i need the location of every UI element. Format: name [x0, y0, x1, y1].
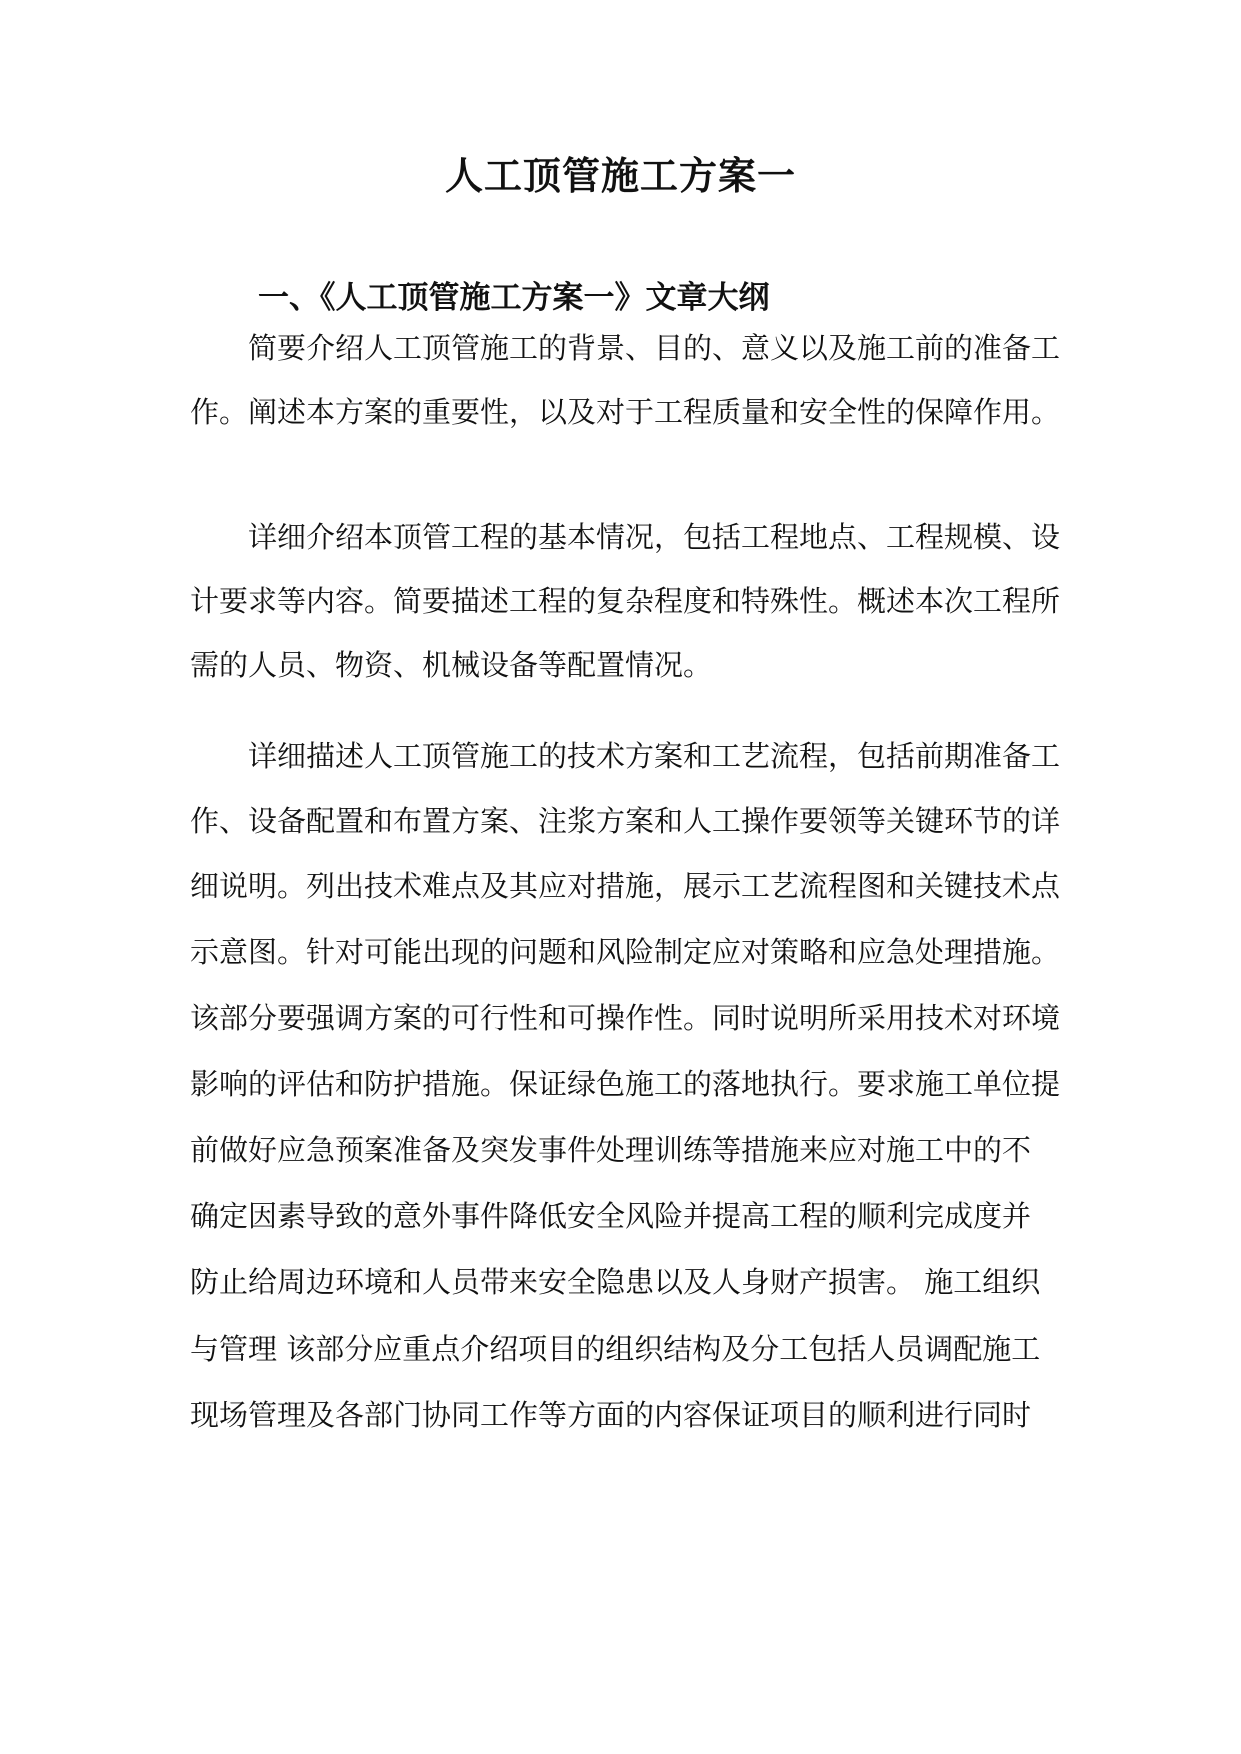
paragraph-line: 细说明。列出技术难点及其应对措施，展示工艺流程图和关键技术点: [190, 869, 1061, 903]
paragraph-line: 该部分要强调方案的可行性和可操作性。同时说明所采用技术对环境: [190, 1001, 1061, 1035]
paragraph-line: 现场管理及各部门协同工作等方面的内容保证项目的顺利进行同时: [190, 1398, 1032, 1432]
paragraph-line: 需的人员、物资、机械设备等配置情况。: [190, 648, 713, 682]
paragraph-line: 作、设备配置和布置方案、注浆方案和人工操作要领等关键环节的详: [190, 804, 1061, 838]
paragraph-line: 确定因素导致的意外事件降低安全风险并提高工程的顺利完成度并: [190, 1199, 1032, 1233]
paragraph-line: 前做好应急预案准备及突发事件处理训练等措施来应对施工中的不: [190, 1133, 1032, 1167]
paragraph-line: 防止给周边环境和人员带来安全隐患以及人身财产损害。 施工组织: [190, 1265, 1041, 1299]
paragraph-line: 简要介绍人工顶管施工的背景、目的、意义以及施工前的准备工: [248, 331, 1061, 365]
paragraph-line: 示意图。针对可能出现的问题和风险制定应对策略和应急处理措施。: [190, 935, 1061, 969]
paragraph-line: 计要求等内容。简要描述工程的复杂程度和特殊性。概述本次工程所: [190, 584, 1061, 618]
section-heading: 一、《人工顶管施工方案一》文章大纲: [258, 280, 770, 316]
paragraph-line: 详细描述人工顶管施工的技术方案和工艺流程，包括前期准备工: [248, 739, 1061, 773]
paragraph-line: 影响的评估和防护措施。保证绿色施工的落地执行。要求施工单位提: [190, 1067, 1061, 1101]
paragraph-line: 详细介绍本顶管工程的基本情况，包括工程地点、工程规模、设: [248, 520, 1061, 554]
document-title: 人工顶管施工方案一: [444, 153, 796, 198]
paragraph-line: 作。阐述本方案的重要性，以及对于工程质量和安全性的保障作用。: [190, 395, 1061, 429]
paragraph-line: 与管理 该部分应重点介绍项目的组织结构及分工包括人员调配施工: [190, 1332, 1041, 1366]
